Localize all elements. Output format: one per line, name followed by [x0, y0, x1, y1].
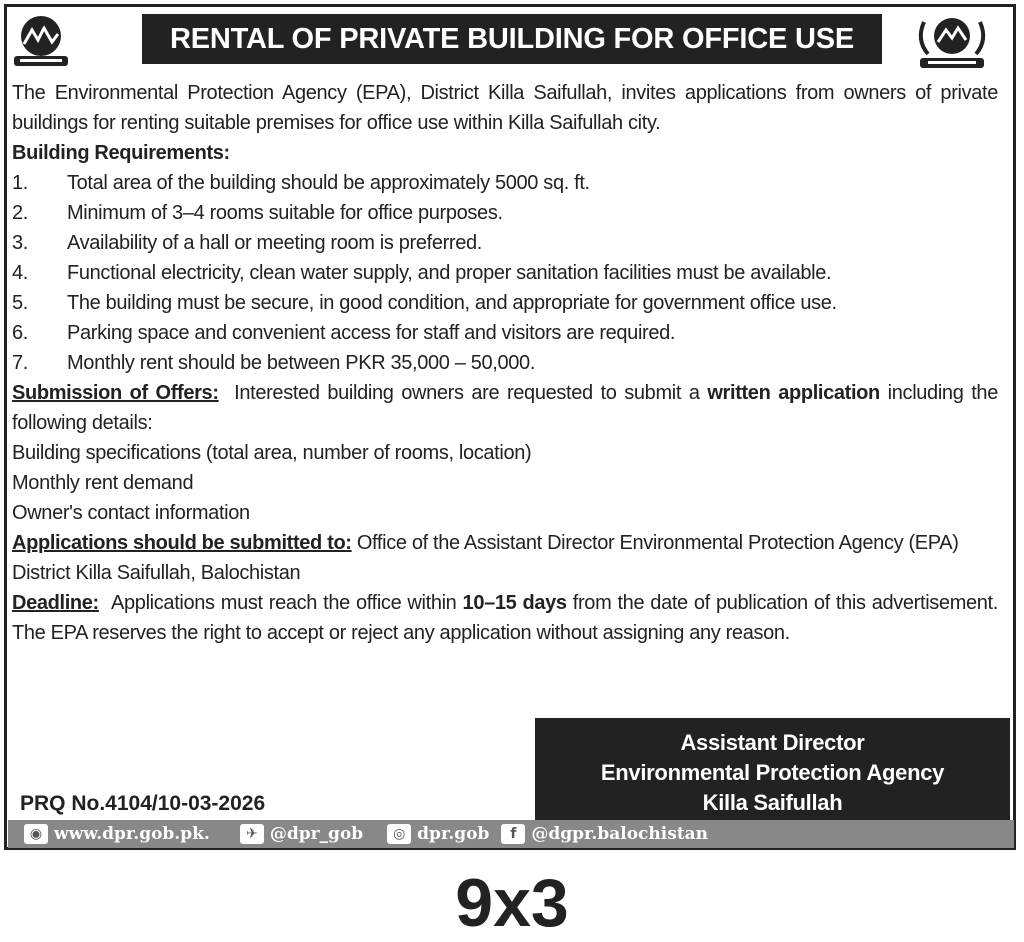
- requirement-number: 2.: [12, 202, 28, 224]
- submission-heading: Submission of Offers:: [12, 382, 219, 404]
- submission-detail: Building specifications (total area, number of rooms, location): [12, 442, 532, 464]
- requirement-item: [12, 258, 998, 288]
- requirement-text: Total area of the building should be approximately 5000 sq. ft.: [67, 172, 590, 194]
- social-twitter[interactable]: [240, 824, 363, 844]
- requirements-list: [12, 168, 998, 378]
- facebook-icon: f: [501, 824, 525, 844]
- requirement-number: 5.: [12, 292, 28, 314]
- submit-to-heading: Applications should be submitted to:: [12, 532, 352, 554]
- requirement-text: The building must be secure, in good condition, and appropriate for government office use.: [67, 292, 837, 314]
- deadline-text-after: from the date of publication of this advertisement. The EPA reserves the right to accept or reject any application without assigning any reason.: [12, 592, 998, 644]
- deadline-paragraph: [12, 588, 998, 648]
- submission-detail: Monthly rent demand: [12, 472, 194, 494]
- requirement-number: 1.: [12, 172, 28, 194]
- requirement-item: [12, 228, 998, 258]
- intro-line-1: [12, 78, 998, 138]
- submission-bold-text: written application: [707, 382, 880, 404]
- prq-number: PRQ No.4104/10-03-2026: [20, 792, 266, 815]
- requirement-text: Minimum of 3–4 rooms suitable for office purposes.: [67, 202, 503, 224]
- notice-title: RENTAL OF PRIVATE BUILDING FOR OFFICE USE: [142, 14, 882, 64]
- twitter-icon: ✈: [240, 824, 264, 844]
- signature-title: Assistant Director: [680, 730, 865, 755]
- submission-detail: Owner's contact information: [12, 502, 250, 524]
- requirement-number: 7.: [12, 352, 28, 374]
- social-text: dpr.gob: [417, 824, 490, 844]
- requirement-text: Availability of a hall or meeting room is preferred.: [67, 232, 482, 254]
- requirement-number: 4.: [12, 262, 28, 284]
- signature-location: Killa Saifullah: [702, 790, 843, 815]
- social-text: @dgpr.balochistan: [531, 824, 709, 844]
- requirement-item: [12, 348, 998, 378]
- instagram-icon: ◎: [387, 824, 411, 844]
- requirement-item: [12, 198, 998, 228]
- notice-body: [12, 78, 998, 648]
- submit-to-paragraph: [12, 528, 998, 588]
- government-crest-icon: [912, 10, 992, 72]
- social-text: @dpr_gob: [269, 824, 364, 844]
- requirement-text: Functional electricity, clean water supply, and proper sanitation facilities must be available.: [67, 262, 832, 284]
- ad-size-label: 9x3: [455, 865, 569, 941]
- social-instagram[interactable]: [387, 824, 489, 844]
- requirements-heading: Building Requirements:: [12, 142, 230, 164]
- deadline-heading: Deadline:: [12, 592, 99, 614]
- social-facebook[interactable]: [501, 824, 708, 844]
- submit-to-text: Office of the Assistant Director Environmental Protection Agency (EPA) District Killa Saifullah, Balochistan: [12, 532, 959, 584]
- deadline-bold-text: 10–15 days: [462, 592, 567, 614]
- requirement-item: [12, 318, 998, 348]
- globe-icon: ◉: [24, 824, 48, 844]
- requirement-number: 6.: [12, 322, 28, 344]
- requirement-item: [12, 168, 998, 198]
- submission-text-after: including the following details:: [12, 382, 998, 434]
- social-text: www.dpr.gob.pk.: [54, 824, 210, 844]
- social-website[interactable]: [24, 824, 210, 844]
- signature-block: [535, 718, 1010, 826]
- requirement-number: 3.: [12, 232, 28, 254]
- intro-text: The Environmental Protection Agency (EPA), District Killa Saifullah, invites applications from owners of private buildings for renting suitable premises for office use within Killa Saifullah city.: [12, 82, 998, 134]
- submission-paragraph: [12, 378, 998, 438]
- requirement-text: Monthly rent should be between PKR 35,000 – 50,000.: [67, 352, 536, 374]
- requirement-text: Parking space and convenient access for staff and visitors are required.: [67, 322, 676, 344]
- submission-text-before: Interested building owners are requested to submit a: [234, 382, 700, 404]
- signature-agency: Environmental Protection Agency: [600, 760, 945, 785]
- requirement-item: [12, 288, 998, 318]
- balochistan-emblem-icon: [10, 10, 72, 72]
- social-media-bar: [8, 820, 1014, 848]
- deadline-text-before: Applications must reach the office within: [111, 592, 457, 614]
